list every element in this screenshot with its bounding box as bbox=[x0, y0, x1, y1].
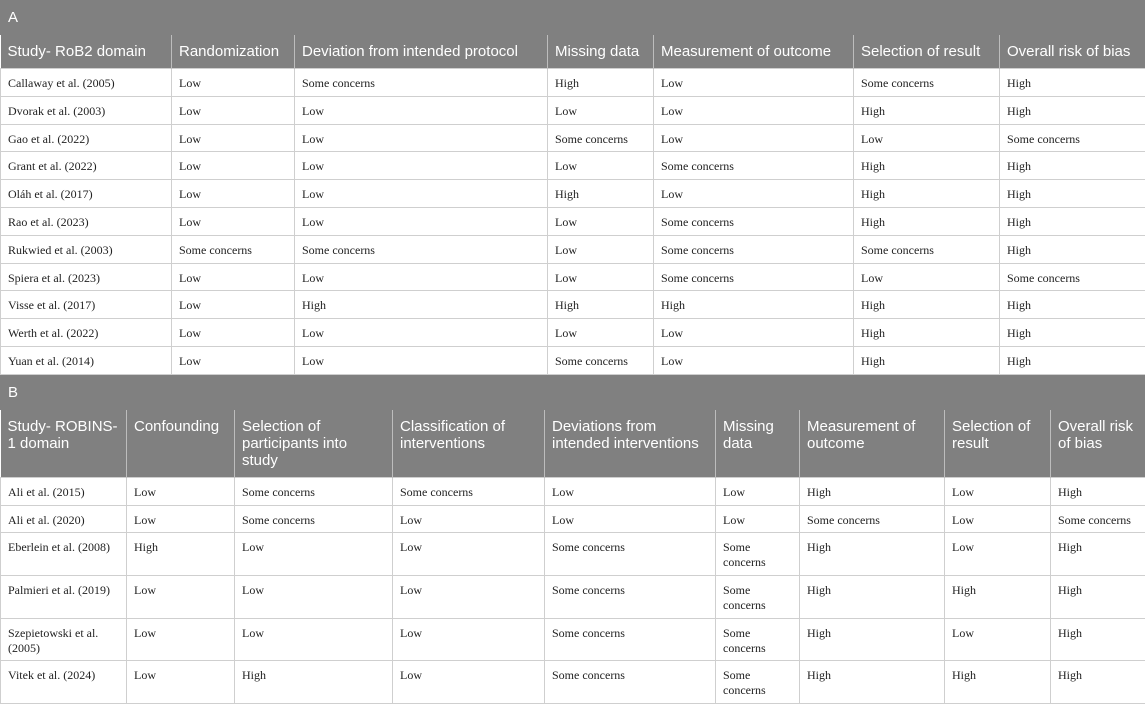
rating-cell: Low bbox=[548, 207, 654, 235]
column-header: Classification of interventions bbox=[393, 409, 545, 477]
rating-cell: Low bbox=[945, 477, 1051, 505]
column-header: Study- RoB2 domain bbox=[1, 35, 172, 69]
study-cell: Spiera et al. (2023) bbox=[1, 263, 172, 291]
study-cell: Visse et al. (2017) bbox=[1, 291, 172, 319]
study-cell: Eberlein et al. (2008) bbox=[1, 533, 127, 576]
rating-cell: Low bbox=[295, 96, 548, 124]
rating-cell: Some concerns bbox=[716, 661, 800, 704]
rating-cell: Low bbox=[172, 152, 295, 180]
rating-cell: Low bbox=[235, 576, 393, 619]
rating-cell: Low bbox=[295, 263, 548, 291]
rating-cell: Low bbox=[172, 319, 295, 347]
rating-cell: Some concerns bbox=[716, 618, 800, 661]
rating-cell: Low bbox=[172, 124, 295, 152]
rating-cell: Low bbox=[716, 477, 800, 505]
table-row bbox=[1, 207, 1145, 235]
rating-cell: Low bbox=[172, 263, 295, 291]
rating-cell: Low bbox=[295, 152, 548, 180]
rating-cell: High bbox=[854, 319, 1000, 347]
rating-cell: Low bbox=[548, 319, 654, 347]
rating-cell: Low bbox=[172, 69, 295, 97]
rating-cell: High bbox=[854, 291, 1000, 319]
table-row bbox=[1, 533, 1145, 576]
study-cell: Ali et al. (2020) bbox=[1, 505, 127, 533]
column-header: Deviation from intended protocol bbox=[295, 35, 548, 69]
section-b-row bbox=[1, 375, 1145, 409]
rating-cell: Low bbox=[235, 618, 393, 661]
table-row bbox=[1, 152, 1145, 180]
rating-cell: Some concerns bbox=[654, 152, 854, 180]
rating-cell: High bbox=[548, 291, 654, 319]
study-cell: Oláh et al. (2017) bbox=[1, 180, 172, 208]
rating-cell: Some concerns bbox=[1000, 124, 1145, 152]
rating-cell: High bbox=[800, 576, 945, 619]
rating-cell: High bbox=[1000, 69, 1145, 97]
rating-cell: Low bbox=[716, 505, 800, 533]
rating-cell: Low bbox=[172, 96, 295, 124]
rating-cell: High bbox=[1000, 291, 1145, 319]
rating-cell: Low bbox=[545, 505, 716, 533]
rating-cell: High bbox=[1051, 533, 1145, 576]
rating-cell: High bbox=[800, 618, 945, 661]
table-row bbox=[1, 235, 1145, 263]
rating-cell: Some concerns bbox=[295, 69, 548, 97]
rating-cell: Some concerns bbox=[654, 263, 854, 291]
column-header: Deviations from intended interventions bbox=[545, 409, 716, 477]
rating-cell: High bbox=[295, 291, 548, 319]
robins-table bbox=[0, 375, 1145, 704]
rating-cell: High bbox=[1000, 180, 1145, 208]
column-header: Study- ROBINS-1 domain bbox=[1, 409, 127, 477]
rating-cell: High bbox=[1000, 207, 1145, 235]
rating-cell: High bbox=[548, 180, 654, 208]
section-a-row bbox=[1, 1, 1145, 35]
column-header: Overall risk of bias bbox=[1051, 409, 1145, 477]
table-row bbox=[1, 124, 1145, 152]
rating-cell: Some concerns bbox=[1051, 505, 1145, 533]
study-cell: Vitek et al. (2024) bbox=[1, 661, 127, 704]
rating-cell: Low bbox=[854, 263, 1000, 291]
column-header: Overall risk of bias bbox=[1000, 35, 1145, 69]
rating-cell: Low bbox=[172, 207, 295, 235]
rating-cell: Low bbox=[654, 96, 854, 124]
rating-cell: Some concerns bbox=[716, 576, 800, 619]
rating-cell: Low bbox=[127, 661, 235, 704]
table-row bbox=[1, 661, 1145, 704]
rating-cell: High bbox=[800, 533, 945, 576]
rating-cell: Some concerns bbox=[548, 124, 654, 152]
rating-cell: Some concerns bbox=[295, 235, 548, 263]
rating-cell: High bbox=[1000, 319, 1145, 347]
column-header: Randomization bbox=[172, 35, 295, 69]
rating-cell: Low bbox=[945, 533, 1051, 576]
table-row bbox=[1, 319, 1145, 347]
rating-cell: Low bbox=[172, 346, 295, 374]
rating-cell: High bbox=[854, 180, 1000, 208]
rating-cell: Low bbox=[654, 319, 854, 347]
table-row bbox=[1, 180, 1145, 208]
rating-cell: Low bbox=[127, 505, 235, 533]
rating-cell: Low bbox=[654, 124, 854, 152]
rating-cell: Low bbox=[393, 576, 545, 619]
table-row bbox=[1, 505, 1145, 533]
rating-cell: Low bbox=[548, 152, 654, 180]
rating-cell: Low bbox=[548, 96, 654, 124]
rating-cell: High bbox=[1051, 618, 1145, 661]
rating-cell: High bbox=[945, 661, 1051, 704]
rating-cell: Some concerns bbox=[854, 235, 1000, 263]
rating-cell: High bbox=[800, 661, 945, 704]
rating-cell: Low bbox=[945, 618, 1051, 661]
rating-cell: High bbox=[854, 207, 1000, 235]
rating-cell: Low bbox=[172, 180, 295, 208]
rating-cell: High bbox=[800, 477, 945, 505]
rating-cell: High bbox=[654, 291, 854, 319]
table-header-row bbox=[1, 35, 1145, 69]
rating-cell: Low bbox=[654, 346, 854, 374]
section-label: A bbox=[1, 1, 1145, 35]
rating-cell: High bbox=[854, 346, 1000, 374]
study-cell: Yuan et al. (2014) bbox=[1, 346, 172, 374]
rating-cell: Low bbox=[295, 346, 548, 374]
rating-cell: Low bbox=[854, 124, 1000, 152]
rating-cell: High bbox=[1051, 477, 1145, 505]
column-header: Missing data bbox=[548, 35, 654, 69]
study-cell: Werth et al. (2022) bbox=[1, 319, 172, 347]
column-header: Selection of participants into study bbox=[235, 409, 393, 477]
rating-cell: Some concerns bbox=[545, 533, 716, 576]
rating-cell: Low bbox=[654, 180, 854, 208]
table-row bbox=[1, 477, 1145, 505]
section-label: B bbox=[1, 375, 1145, 409]
rating-cell: Some concerns bbox=[393, 477, 545, 505]
study-cell: Ali et al. (2015) bbox=[1, 477, 127, 505]
column-header: Measurement of outcome bbox=[800, 409, 945, 477]
table-row bbox=[1, 291, 1145, 319]
rating-cell: High bbox=[127, 533, 235, 576]
rating-cell: Some concerns bbox=[545, 618, 716, 661]
table-row bbox=[1, 263, 1145, 291]
rating-cell: Low bbox=[393, 618, 545, 661]
rating-cell: High bbox=[854, 96, 1000, 124]
study-cell: Palmieri et al. (2019) bbox=[1, 576, 127, 619]
study-cell: Gao et al. (2022) bbox=[1, 124, 172, 152]
table-row bbox=[1, 69, 1145, 97]
rating-cell: Low bbox=[654, 69, 854, 97]
rating-cell: Low bbox=[127, 477, 235, 505]
study-cell: Rao et al. (2023) bbox=[1, 207, 172, 235]
table-row bbox=[1, 576, 1145, 619]
rating-cell: Some concerns bbox=[800, 505, 945, 533]
rating-cell: Some concerns bbox=[235, 477, 393, 505]
rating-cell: Low bbox=[393, 533, 545, 576]
rating-cell: Some concerns bbox=[172, 235, 295, 263]
rating-cell: Low bbox=[548, 263, 654, 291]
table-row bbox=[1, 96, 1145, 124]
rating-cell: Some concerns bbox=[548, 346, 654, 374]
rating-cell: Low bbox=[127, 618, 235, 661]
rating-cell: High bbox=[1000, 96, 1145, 124]
rating-cell: Low bbox=[945, 505, 1051, 533]
rating-cell: Some concerns bbox=[654, 235, 854, 263]
rating-cell: Low bbox=[235, 533, 393, 576]
column-header: Selection of result bbox=[945, 409, 1051, 477]
rating-cell: Low bbox=[295, 319, 548, 347]
rating-cell: Some concerns bbox=[235, 505, 393, 533]
rating-cell: Low bbox=[127, 576, 235, 619]
rating-cell: Low bbox=[393, 505, 545, 533]
rating-cell: Low bbox=[172, 291, 295, 319]
rating-cell: Low bbox=[295, 180, 548, 208]
table-row bbox=[1, 618, 1145, 661]
study-cell: Dvorak et al. (2003) bbox=[1, 96, 172, 124]
column-header: Measurement of outcome bbox=[654, 35, 854, 69]
rating-cell: Some concerns bbox=[1000, 263, 1145, 291]
rating-cell: High bbox=[1000, 346, 1145, 374]
rating-cell: High bbox=[235, 661, 393, 704]
rating-cell: High bbox=[1051, 576, 1145, 619]
column-header: Selection of result bbox=[854, 35, 1000, 69]
rating-cell: High bbox=[1051, 661, 1145, 704]
rating-cell: Low bbox=[295, 207, 548, 235]
rating-cell: High bbox=[1000, 152, 1145, 180]
rating-cell: Some concerns bbox=[716, 533, 800, 576]
rating-cell: High bbox=[1000, 235, 1145, 263]
column-header: Confounding bbox=[127, 409, 235, 477]
rating-cell: Low bbox=[393, 661, 545, 704]
study-cell: Callaway et al. (2005) bbox=[1, 69, 172, 97]
rating-cell: High bbox=[548, 69, 654, 97]
study-cell: Szepietowski et al. (2005) bbox=[1, 618, 127, 661]
rating-cell: Low bbox=[548, 235, 654, 263]
rating-cell: Some concerns bbox=[854, 69, 1000, 97]
table-row bbox=[1, 346, 1145, 374]
rating-cell: Low bbox=[545, 477, 716, 505]
rating-cell: Some concerns bbox=[545, 661, 716, 704]
study-cell: Grant et al. (2022) bbox=[1, 152, 172, 180]
rating-cell: High bbox=[945, 576, 1051, 619]
study-cell: Rukwied et al. (2003) bbox=[1, 235, 172, 263]
column-header: Missing data bbox=[716, 409, 800, 477]
rating-cell: Some concerns bbox=[654, 207, 854, 235]
rating-cell: High bbox=[854, 152, 1000, 180]
rating-cell: Some concerns bbox=[545, 576, 716, 619]
table-header-row bbox=[1, 409, 1145, 477]
rating-cell: Low bbox=[295, 124, 548, 152]
